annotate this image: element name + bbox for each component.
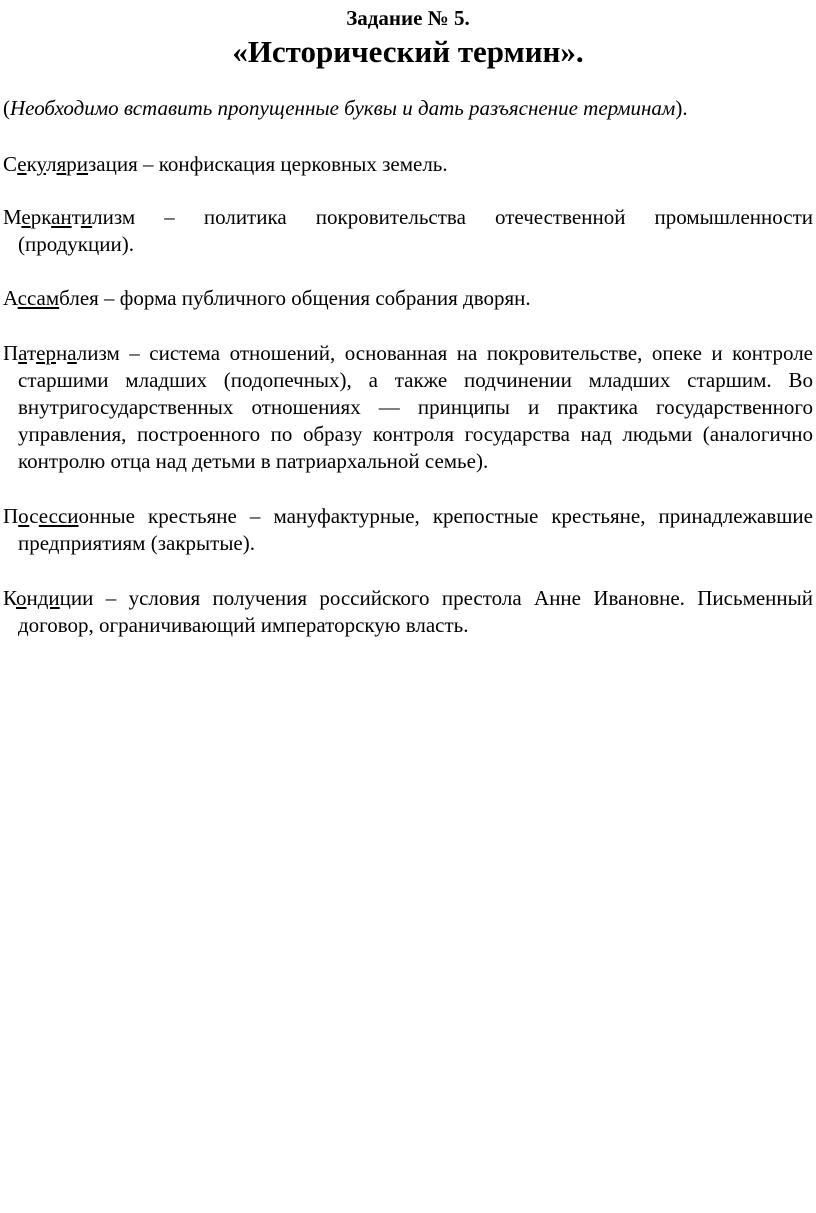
term-definition: – система отношений, основанная на покровительстве, опеке и контроле старшими младших (подопечных), а также подчинении младших старшим. Во внутригосударственных отношениях — принципы и практика государственного управления, построенного по образу контроля государства над людьми (аналогично контролю отца над детьми в патриархальной семье). [18,341,813,473]
term-definition: крестьяне – мануфактурные, крепостные крестьяне, принадлежавшие предприятиям (закрытые). [18,504,813,555]
term-letters: П [3,341,19,365]
term-entry-paternalism [3,340,813,475]
term-entry-secularization [3,151,813,178]
term-letters: н [55,341,68,365]
page-title: «Исторический термин». [232,34,584,69]
inserted-letters: о [15,586,27,610]
term-letters: П [3,504,19,528]
instruction-text: Необходимо вставить пропущенные буквы и дать разъяснение терминам [10,96,676,120]
term-letters: онные [78,504,135,528]
inserted-letters: е [17,152,27,176]
term-word [3,341,120,365]
inserted-letters: е [21,205,31,229]
term-definition: – политика покровительства отечественной промышленности (продукции). [18,205,813,256]
inserted-letters: ан [51,205,72,229]
term-letters: т [26,341,37,365]
inserted-letters: ер [36,341,56,365]
term-entry-assembly [3,285,813,312]
term-letters: М [3,205,22,229]
inserted-letters: а [67,341,77,365]
term-word [3,286,99,310]
term-entry-possessional-peasants [3,503,813,557]
inserted-letters: и [80,205,93,229]
inserted-letters: ссам [17,286,60,310]
term-letters: л [46,152,57,176]
term-letters: лизм [92,205,136,229]
term-definition: – условия получения российского престола Анне Ивановне. Письменный договор, ограничивающий императорскую власть. [18,586,813,637]
inserted-letters: ди [37,586,60,610]
term-entry-mercantilism [3,204,813,258]
term-letters: С [3,152,18,176]
instruction-close-paren: ). [675,96,688,120]
term-letters: А [3,286,18,310]
task-number: Задание № 5. [346,6,470,30]
term-definition: – конфискация церковных земель. [137,152,448,176]
term-letters: н [26,586,38,610]
instruction [3,94,803,122]
inserted-letters: а [18,341,27,365]
term-letters: ции [59,586,94,610]
instruction-open-paren: ( [3,96,10,120]
term-word [3,586,93,610]
term-letters: лизм [76,341,120,365]
inserted-letters: у [36,152,47,176]
term-word [3,205,135,229]
term-word [3,504,135,528]
term-letters: рк [30,205,52,229]
term-letters: зация [87,152,138,176]
inserted-letters: есс [38,504,68,528]
term-letters: т [71,205,81,229]
inserted-letters: о [18,504,30,528]
term-entry-conditions [3,585,813,639]
term-letters: блея [59,286,99,310]
term-word [3,152,138,176]
term-letters: р [66,152,77,176]
inserted-letters: и [67,504,79,528]
inserted-letters: я [56,152,67,176]
term-letters: к [26,152,37,176]
inserted-letters: и [76,152,88,176]
term-definition: – форма публичного общения собрания дворян. [98,286,531,310]
term-letters: с [29,504,39,528]
term-letters: К [3,586,16,610]
